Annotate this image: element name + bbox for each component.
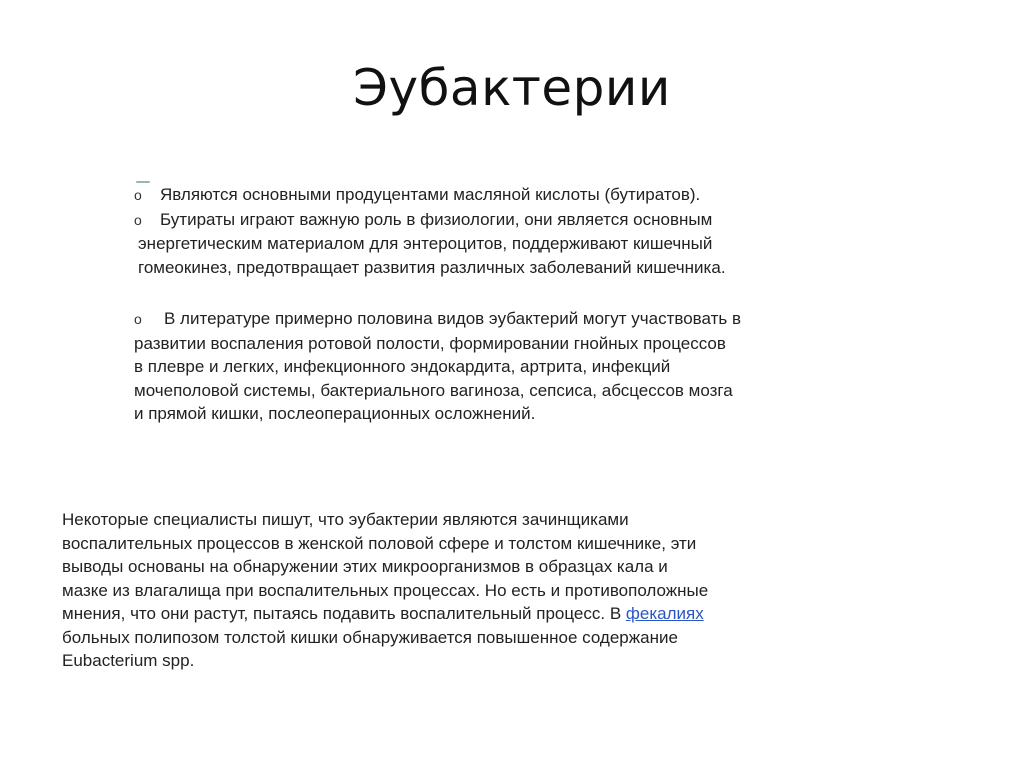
paragraph-line: Некоторые специалисты пишут, что эубактерии являются зачинщиками bbox=[62, 510, 629, 529]
bullet-block-2 bbox=[134, 307, 854, 426]
bullet-item-2-continuation: гомеокинез, предотвращает развития различных заболеваний кишечника. bbox=[138, 257, 726, 277]
bullet-item-3-continuation: в плевре и легких, инфекционного эндокардита, артрита, инфекций bbox=[134, 357, 671, 377]
bullet-circle-icon: o bbox=[134, 187, 142, 203]
bullet-circle-icon: o bbox=[134, 211, 142, 228]
bullet-item-3-continuation: развитии воспаления ротовой полости, формировании гнойных процессов bbox=[134, 333, 726, 353]
bullet-item-3-continuation: мочеполовой системы, бактериального вагиноза, сепсиса, абсцессов мозга bbox=[134, 380, 733, 400]
bullet-item-1-text: Являются основными продуцентами масляной кислоты (бутиратов). bbox=[160, 185, 701, 204]
bullet-item-1 bbox=[134, 183, 854, 208]
bullet-item-2-continuation: энергетическим материалом для энтероцитов, поддерживают кишечный bbox=[138, 234, 713, 254]
paragraph-line: больных полипозом толстой кишки обнаруживается повышенное содержание bbox=[62, 627, 678, 647]
bullet-item-3-continuation: и прямой кишки, послеоперационных осложнений. bbox=[134, 404, 536, 424]
paragraph-line: выводы основаны на обнаружении этих микроорганизмов в образцах кала и bbox=[62, 557, 668, 576]
fecalia-link[interactable]: фекалиях bbox=[625, 604, 704, 623]
slide-title: Эубактерии bbox=[353, 59, 671, 117]
paragraph-line: мазке из влагалища при воспалительных процессах. Но есть и противоположные bbox=[62, 580, 709, 600]
bullet-item-2 bbox=[134, 208, 854, 233]
paragraph-line: Eubacterium spp. bbox=[62, 651, 195, 670]
bullet-item-2-text: Бутираты играют важную роль в физиологии, они является основным bbox=[160, 209, 713, 229]
paragraph-line: воспалительных процессов в женской половой сфере и толстом кишечнике, эти bbox=[62, 533, 697, 553]
paragraph-line-text: мнения, что они растут, пытаясь подавить воспалительный процесс. В bbox=[62, 604, 626, 623]
bullet-block-1 bbox=[134, 183, 854, 279]
bullet-item-3 bbox=[134, 307, 854, 332]
body-paragraph bbox=[62, 508, 822, 673]
bullet-item-3-text: В литературе примерно половина видов эубактерий могут участвовать в bbox=[164, 309, 741, 328]
bullet-circle-icon: o bbox=[134, 311, 142, 327]
paragraph-line-with-link bbox=[62, 602, 822, 626]
